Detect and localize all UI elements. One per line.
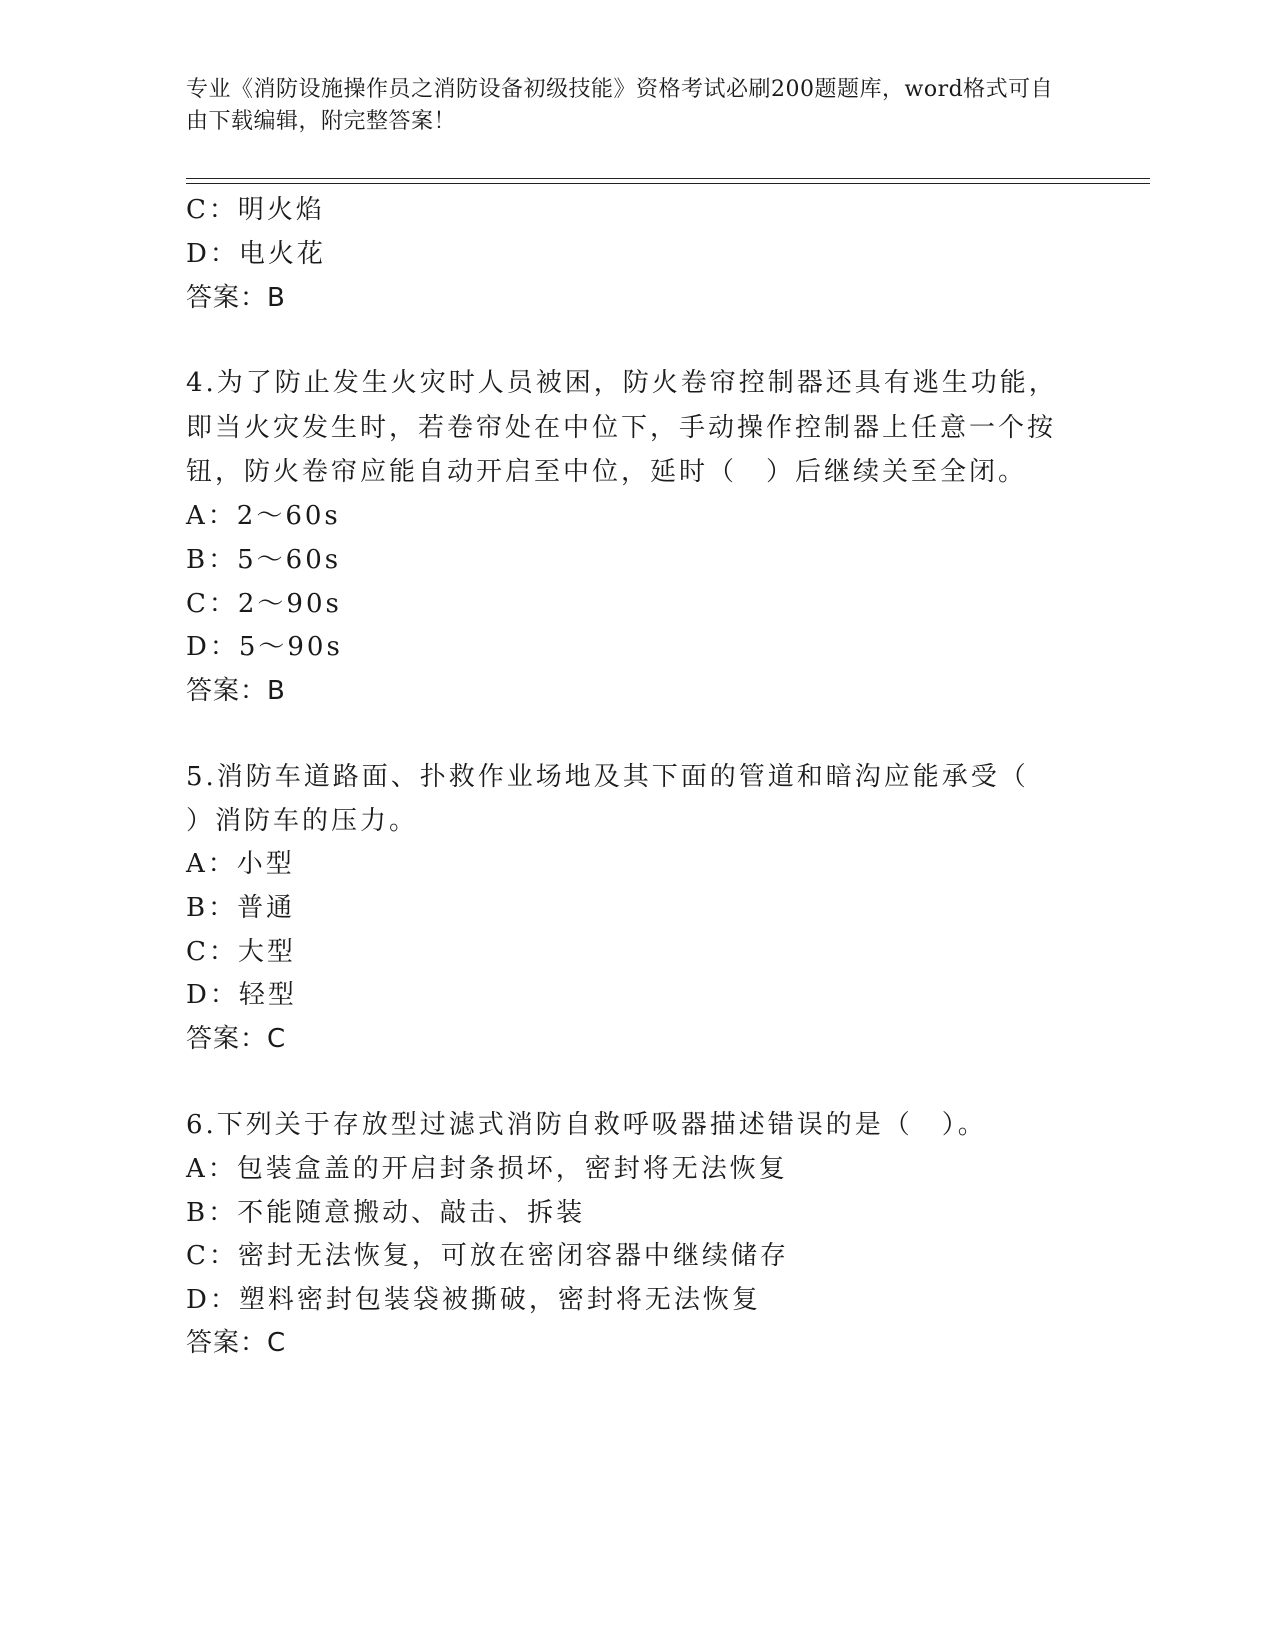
header-rule-bottom (186, 183, 1150, 184)
q3-option-c: C：明火焰 (186, 195, 325, 225)
q5-option-d: D：轻型 (186, 980, 297, 1010)
q4-option-d: D：5～90s (186, 632, 343, 662)
q6-stem-line1: 6.下列关于存放型过滤式消防自救呼吸器描述错误的是（ ）。 (186, 1110, 987, 1140)
q5-option-c: C：大型 (186, 937, 296, 967)
q5-option-a: A：小型 (186, 849, 295, 879)
q6-answer: 答案：C (186, 1328, 287, 1358)
q4-option-b: B：5～60s (186, 545, 342, 575)
q6-option-b: B：不能随意搬动、敲击、拆装 (186, 1198, 586, 1228)
q4-answer: 答案：B (186, 676, 286, 706)
q3-answer: 答案：B (186, 283, 286, 313)
q3-option-d: D：电火花 (186, 239, 326, 269)
q4-option-c: C：2～90s (186, 589, 342, 619)
document-header: 专业《消防设施操作员之消防设备初级技能》资格考试必刷200题题库，word格式可自由下载编辑，附完整答案！ (186, 77, 1054, 134)
header-rule-top (186, 178, 1150, 179)
q6-option-d: D：塑料密封包装袋被撕破，密封将无法恢复 (186, 1285, 761, 1315)
q5-option-b: B：普通 (186, 893, 296, 923)
q4-stem-line2: 即当火灾发生时，若卷帘处在中位下，手动操作控制器上任意一个按 (186, 413, 1057, 443)
q5-stem-line2: ）消防车的压力。 (186, 806, 419, 836)
q4-option-a: A：2～60s (186, 501, 341, 531)
q6-option-a: A：包装盒盖的开启封条损坏，密封将无法恢复 (186, 1154, 788, 1184)
q4-stem-line1: 4.为了防止发生火灾时人员被困，防火卷帘控制器还具有逃生功能， (186, 368, 1058, 398)
q5-answer: 答案：C (186, 1024, 287, 1054)
q4-stem-line3: 钮，防火卷帘应能自动开启至中位，延时（ ）后继续关至全闭。 (186, 457, 1028, 487)
q6-option-c: C：密封无法恢复，可放在密闭容器中继续储存 (186, 1241, 789, 1271)
q5-stem-line1: 5.消防车道路面、扑救作业场地及其下面的管道和暗沟应能承受（ (186, 762, 1029, 792)
